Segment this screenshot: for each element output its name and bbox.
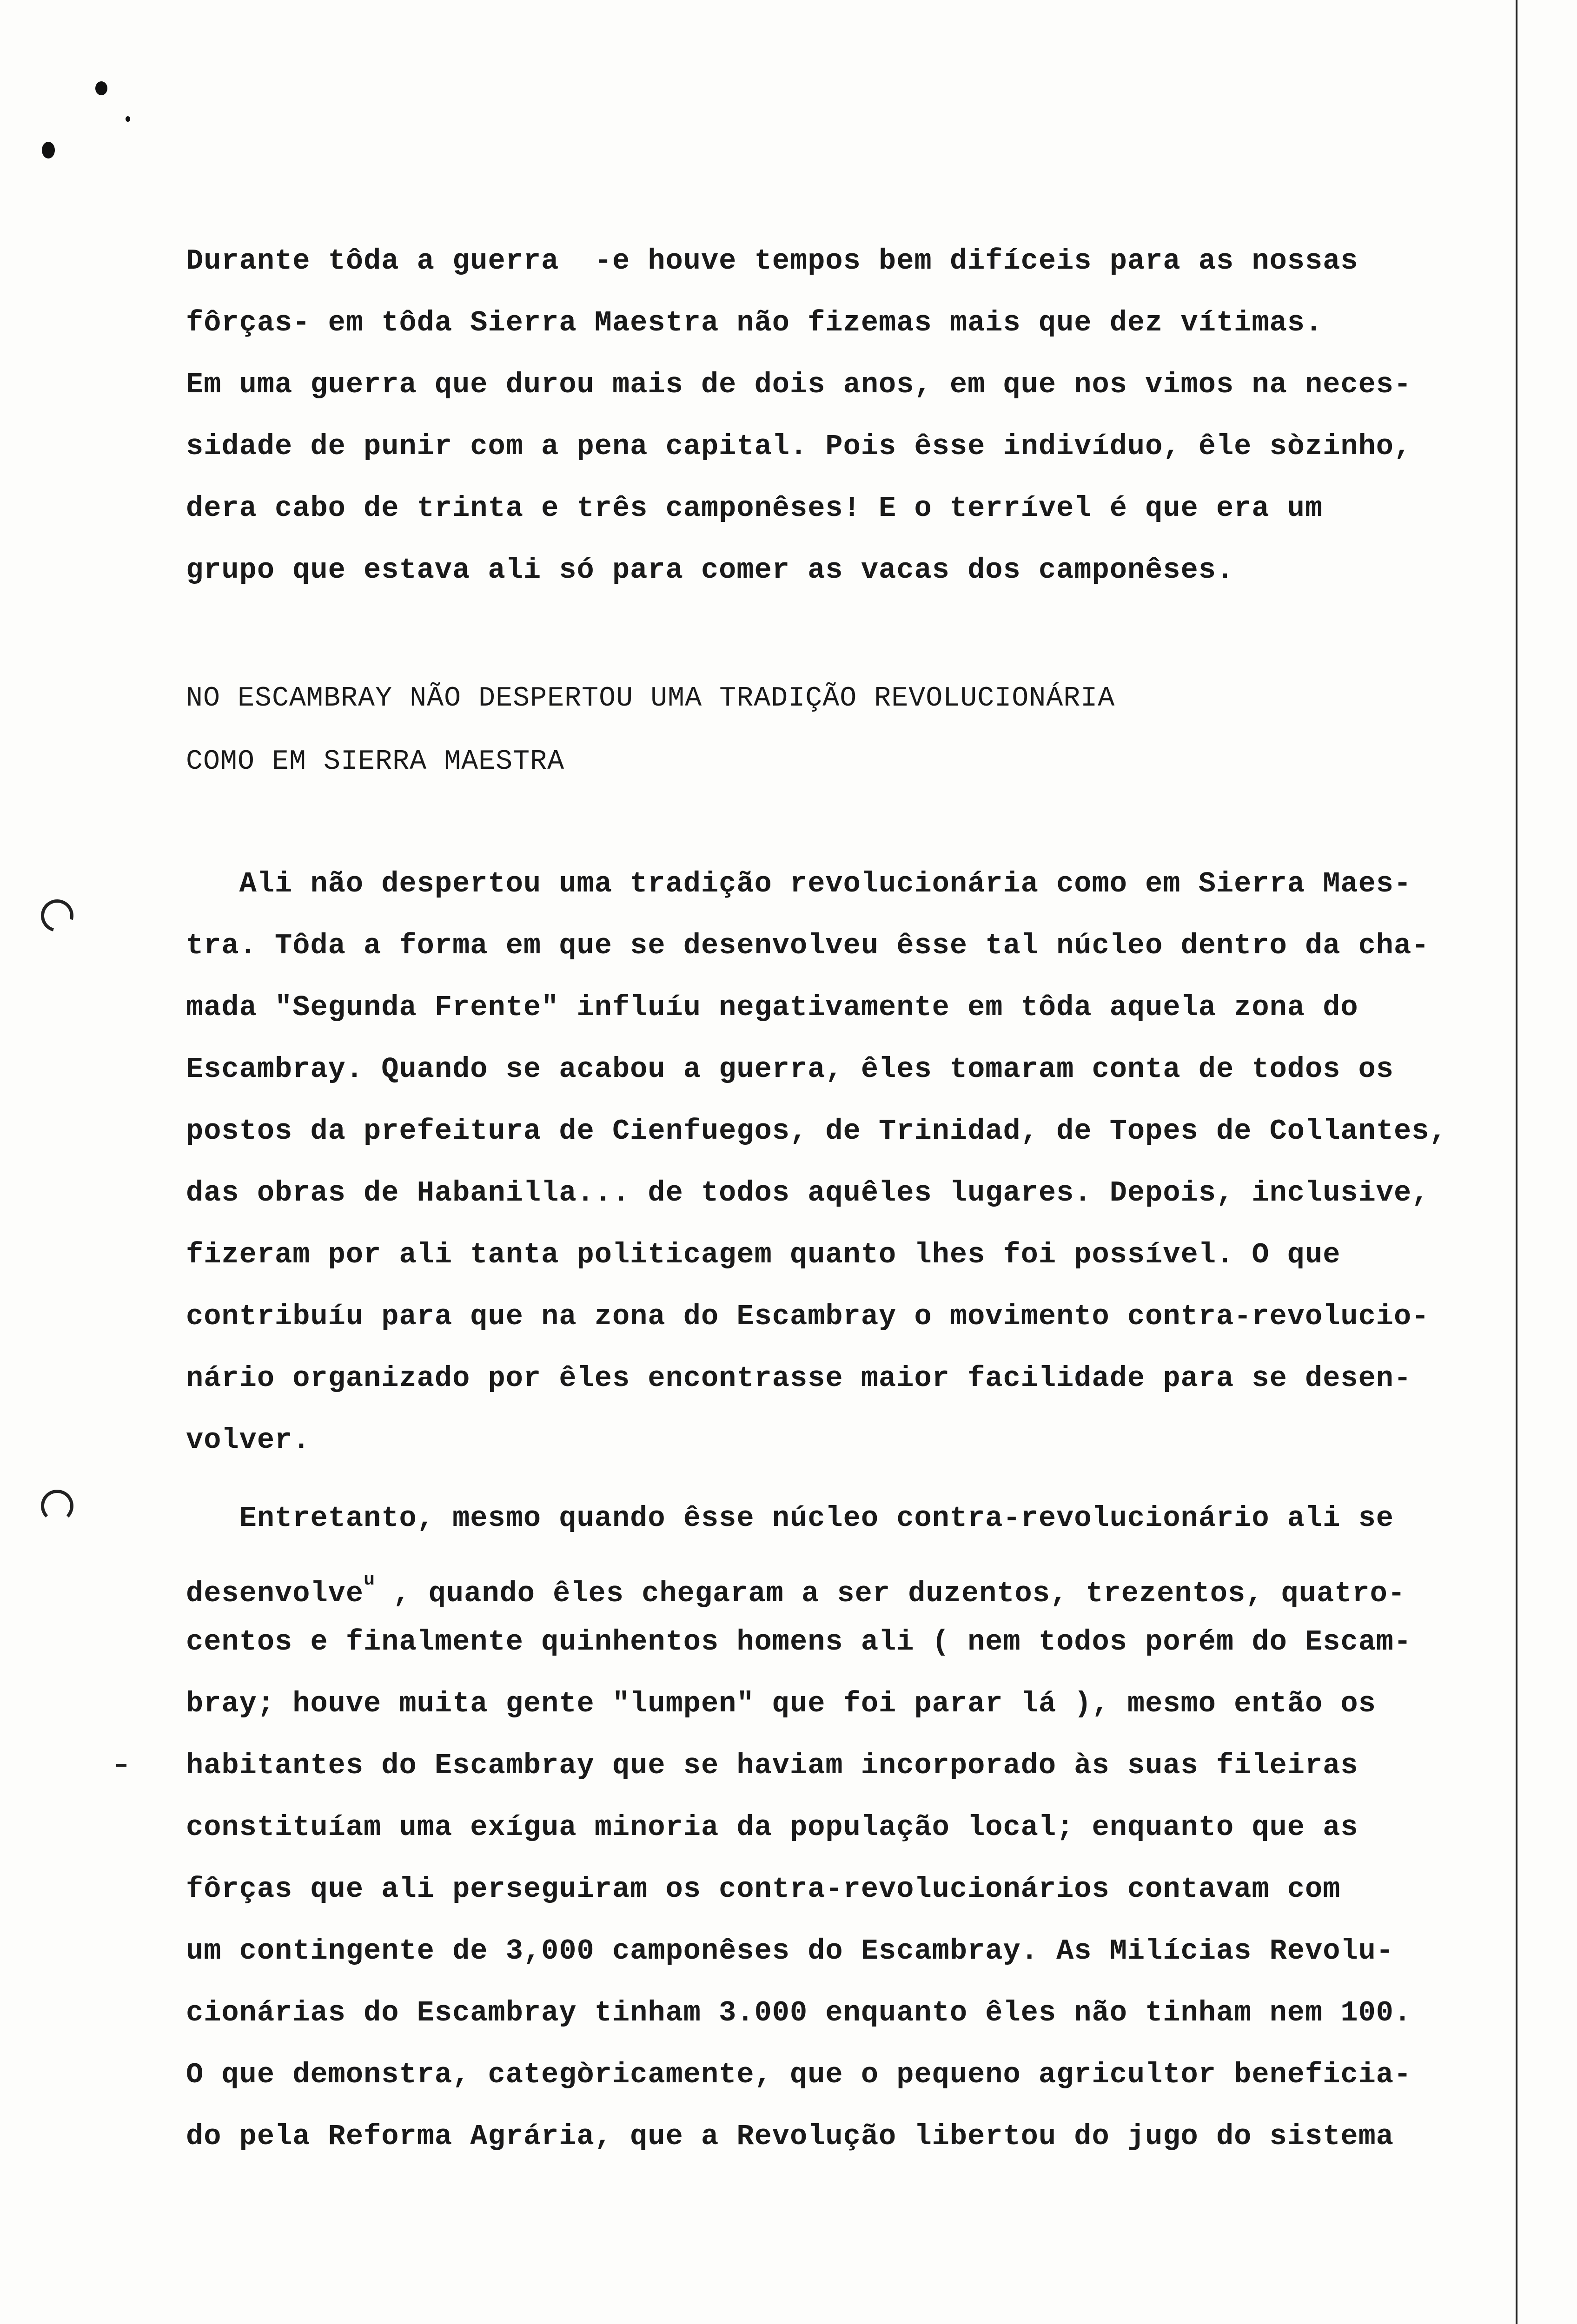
paragraph-2	[186, 853, 1516, 1471]
text-line: dera cabo de trinta e três camponêses! E o terrível é que era um	[186, 492, 1323, 525]
text-line: cionárias do Escambray tinham 3.000 enquanto êles não tinham nem 100.	[186, 1996, 1412, 2029]
punch-hole	[41, 1490, 73, 1522]
text-line: Durante tôda a guerra -e houve tempos bem difíceis para as nossas	[186, 244, 1358, 277]
text-line: das obras de Habanilla... de todos aquêles lugares. Depois, inclusive,	[186, 1176, 1430, 1209]
text-line: volver.	[186, 1424, 311, 1457]
punch-hole	[35, 893, 80, 938]
text-line: sidade de punir com a pena capital. Pois êsse indivíduo, êle sòzinho,	[186, 430, 1412, 463]
heading-line: COMO EM SIERRA MAESTRA	[186, 746, 565, 778]
ink-mark	[126, 116, 130, 122]
superscript-correction: u	[364, 1570, 376, 1591]
text-line: tra. Tôda a forma em que se desenvolveu êsse tal núcleo dentro da cha-	[186, 929, 1430, 962]
text-line: O que demonstra, categòricamente, que o pequeno agricultor beneficia-	[186, 2058, 1412, 2091]
text-line: do pela Reforma Agrária, que a Revolução libertou do jugo do sistema	[186, 2120, 1394, 2153]
text-line: Escambray. Quando se acabou a guerra, êles tomaram conta de todos os	[186, 1053, 1394, 1086]
text-line: centos e finalmente quinhentos homens ali ( nem todos porém do Escam-	[186, 1625, 1412, 1658]
text-line: Ali não despertou uma tradição revolucionária como em Sierra Maes-	[186, 867, 1412, 900]
text-line: Em uma guerra que durou mais de dois anos, em que nos vimos na neces-	[186, 368, 1412, 401]
heading-line: NO ESCAMBRAY NÃO DESPERTOU UMA TRADIÇÃO REVOLUCIONÁRIA	[186, 683, 1115, 714]
paragraph-3	[186, 1487, 1516, 2167]
ink-mark	[95, 81, 107, 95]
text-line: mada "Segunda Frente" influíu negativamente em tôda aquela zona do	[186, 991, 1358, 1024]
text-line: habitantes do Escambray que se haviam incorporado às suas fileiras	[186, 1749, 1358, 1782]
ink-mark	[42, 142, 55, 158]
text-line: contribuíu para que na zona do Escambray o movimento contra-revolucio-	[186, 1300, 1430, 1333]
text-line: fôrças que ali perseguiram os contra-revolucionários contavam com	[186, 1873, 1341, 1906]
text-line: nário organizado por êles encontrasse maior facilidade para se desen-	[186, 1362, 1412, 1395]
line-rest: , quando êles chegaram a ser duzentos, trezentos, quatro-	[375, 1577, 1406, 1610]
text-line: postos da prefeitura de Cienfuegos, de Trinidad, de Topes de Collantes,	[186, 1115, 1447, 1148]
right-margin-line	[1516, 0, 1517, 2324]
text-line: grupo que estava ali só para comer as vacas dos camponêses.	[186, 554, 1234, 587]
paragraph-1	[186, 230, 1516, 601]
text-line: fôrças- em tôda Sierra Maestra não fizemas mais que dez vítimas.	[186, 306, 1323, 339]
text-line: Entretanto, mesmo quando êsse núcleo contra-revolucionário ali se	[186, 1502, 1394, 1535]
text-line	[186, 1549, 1516, 1611]
margin-dash	[116, 1764, 126, 1767]
word-desenvolve: desenvolve	[186, 1577, 364, 1610]
text-line: um contingente de 3,000 camponêses do Escambray. As Milícias Revolu-	[186, 1934, 1394, 1967]
section-heading	[186, 667, 1516, 793]
text-line: constituíam uma exígua minoria da população local; enquanto que as	[186, 1811, 1358, 1844]
text-line: fizeram por ali tanta politicagem quanto lhes foi possível. O que	[186, 1238, 1341, 1271]
text-line: bray; houve muita gente "lumpen" que foi parar lá ), mesmo então os	[186, 1687, 1376, 1720]
